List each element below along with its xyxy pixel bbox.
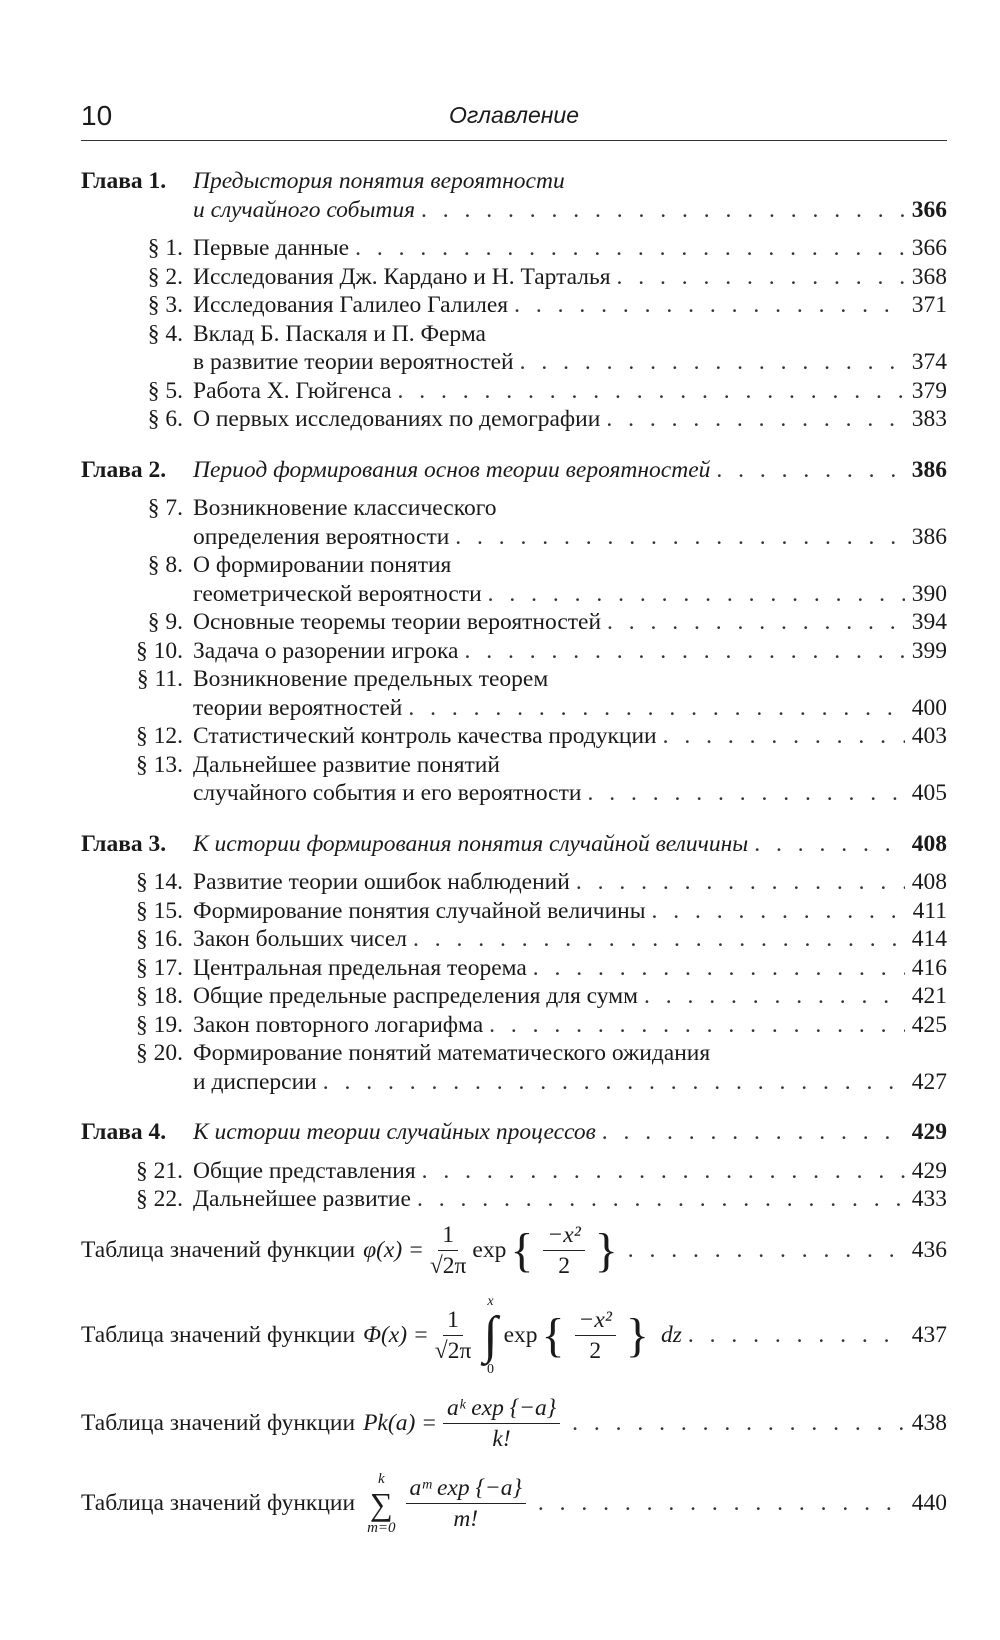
- page-header: [81, 100, 947, 141]
- toc-section-entry[interactable]: § 3. Исследования Галилео Галилея . . . 371: [81, 291, 947, 320]
- toc-section-entry[interactable]: § 22. Дальнейшее развитие . . . 433: [81, 1185, 947, 1214]
- table-entry-sum[interactable]: Таблица значений функции k ∑ m=0 $\frac{\text{aᵐ exp \{−a\}}}{m!}$ . . . 440: [81, 1464, 947, 1544]
- table-entry-Pk[interactable]: Таблица значений функции Pk(a) = $\frac{\text{aᵏ exp \{−a\}}}{k!}$ . . . 438: [81, 1384, 947, 1464]
- page-ref: 366: [911, 196, 947, 223]
- toc-section-entry[interactable]: § 14. Развитие теории ошибок наблюдений . . . 408: [81, 868, 947, 897]
- formula-phi: φ(x) = $\frac{1}{√2\pi}$ exp { $\frac{\text{−x²}}{2}$ }: [363, 1222, 618, 1279]
- chapter-1-entry[interactable]: и случайного события . . . 366: [81, 196, 947, 225]
- toc-section-entry[interactable]: § 11. Возникновение предельных теорем: [136, 666, 549, 692]
- sum-sign: k ∑ m=0: [367, 1470, 396, 1536]
- toc-section-entry[interactable]: § 16. Закон больших чисел . . . 414: [81, 925, 947, 954]
- table-of-contents: [81, 167, 947, 1544]
- formula-Phi: Φ(x) = $\frac{1}{√2\pi}$ x ∫ 0 exp { $\frac{\text{−x²}}{2}$ } dz: [363, 1293, 682, 1377]
- table-entry-Phi[interactable]: Таблица значений функции Φ(x) = $\frac{1}{√2\pi}$ x ∫ 0 exp { $\frac{\text{−x²}}{2}$ } dz . . . 437: [81, 1288, 947, 1384]
- toc-section-entry[interactable]: § 20. Формирование понятий математического ожидания: [136, 1040, 711, 1066]
- toc-section-entry[interactable]: § 2. Исследования Дж. Кардано и Н. Тарталья . . . 368: [81, 263, 947, 292]
- toc-section-entry-cont[interactable]: определения вероятности . . . 386: [81, 523, 947, 552]
- page-ref: 429: [911, 1119, 947, 1145]
- running-title: Оглавление: [449, 102, 579, 128]
- toc-section-entry[interactable]: § 18. Общие предельные распределения для сумм . . . 421: [81, 982, 947, 1011]
- toc-section-entry[interactable]: § 8. О формировании понятия: [147, 552, 452, 578]
- toc-section-entry-cont[interactable]: геометрической вероятности . . . 390: [81, 580, 947, 609]
- chapter-3-entry[interactable]: Глава 3. К истории формирования понятия случайной величины . . . 408: [81, 830, 947, 859]
- toc-section-entry-cont[interactable]: случайного события и его вероятности . . . 405: [81, 779, 947, 808]
- toc-section-entry[interactable]: § 17. Центральная предельная теорема . . . 416: [81, 954, 947, 983]
- toc-section-entry[interactable]: § 10. Задача о разорении игрока . . . 399: [81, 637, 947, 666]
- toc-section-entry[interactable]: § 9. Основные теоремы теории вероятностей . . . 394: [81, 608, 947, 637]
- toc-section-entry[interactable]: § 15. Формирование понятия случайной величины . . . 411: [81, 897, 947, 926]
- chapter-2-entry[interactable]: Глава 2. Период формирования основ теории вероятностей . . . 386: [81, 456, 947, 485]
- toc-section-entry-cont[interactable]: и дисперсии . . . 427: [81, 1068, 947, 1097]
- toc-section-entry[interactable]: § 12. Статистический контроль качества продукции . . . 403: [81, 722, 947, 751]
- toc-section-entry-cont[interactable]: в развитие теории вероятностей . . . 374: [81, 348, 947, 377]
- integral-sign: x ∫ 0: [483, 1293, 498, 1377]
- page-ref: 386: [911, 456, 947, 483]
- toc-section-entry[interactable]: § 19. Закон повторного логарифма . . . 425: [81, 1011, 947, 1040]
- formula-Pk: Pk(a) = $\frac{\text{aᵏ exp \{−a\}}}{k!}$: [363, 1393, 566, 1454]
- page-ref: 408: [911, 830, 947, 857]
- table-entry-phi[interactable]: Таблица значений функции φ(x) = $\frac{1}{√2\pi}$ exp { $\frac{\text{−x²}}{2}$ } . . . 436: [81, 1214, 947, 1288]
- toc-section-entry[interactable]: § 21. Общие представления . . . 429: [81, 1157, 947, 1186]
- page-number: 10: [81, 100, 113, 131]
- toc-section-entry[interactable]: § 13. Дальнейшее развитие понятий: [136, 751, 500, 778]
- formula-sum: k ∑ m=0 $\frac{\text{aᵐ exp \{−a\}}}{m!}$: [363, 1471, 532, 1537]
- chapter-4-entry[interactable]: Глава 4. К истории теории случайных процессов . . . 429: [81, 1118, 947, 1147]
- toc-section-entry-cont[interactable]: теории вероятностей . . . 400: [81, 694, 947, 723]
- chapter-1-title-line-1: Глава 1. Предыстория понятия вероятности: [81, 168, 565, 194]
- toc-section-entry[interactable]: § 4. Вклад Б. Паскаля и П. Ферма: [147, 320, 486, 347]
- toc-section-entry[interactable]: § 7. Возникновение классического: [147, 495, 497, 521]
- toc-section-entry[interactable]: § 6. О первых исследованиях по демографии . . . 383: [81, 405, 947, 434]
- toc-section-entry[interactable]: § 5. Работа Х. Гюйгенса . . . 379: [81, 377, 947, 406]
- toc-section-entry[interactable]: § 1. Первые данные . . . 366: [81, 234, 947, 263]
